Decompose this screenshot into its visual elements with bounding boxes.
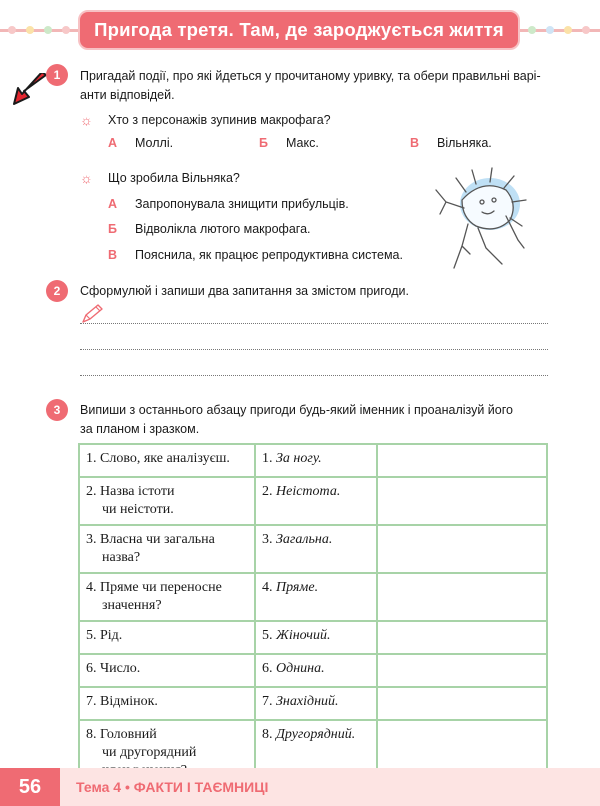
task-number-1: 1 <box>46 64 68 86</box>
task3-instruction-line1: Випиши з останнього абзацу пригоди будь-який іменник і проаналізуй його <box>80 403 513 417</box>
answer-cell[interactable] <box>377 654 547 687</box>
option-letter: В <box>410 136 420 150</box>
question-2: Що зробила Вільняка? <box>108 171 240 185</box>
sun-bullet-icon: ☼ <box>80 170 93 186</box>
example-cell: 7. Знахідний. <box>255 687 377 720</box>
option-text[interactable]: Відволікла лютого макрофага. <box>135 222 311 236</box>
task1-instruction-line1: Пригадай події, про які йдеться у прочитаному уривку, та обери правильні варі- <box>80 69 541 83</box>
page-number: 56 <box>0 768 60 806</box>
criterion-cell: 4. Пряме чи переносне значення? <box>79 573 255 621</box>
option-text[interactable]: Макс. <box>286 136 319 150</box>
option-text[interactable]: Пояснила, як працює репродуктивна система. <box>135 248 403 262</box>
option-text[interactable]: Запропонувала знищити прибульців. <box>135 197 349 211</box>
table-row <box>79 444 547 477</box>
sun-bullet-icon: ☼ <box>80 112 93 128</box>
option-letter: В <box>108 248 118 262</box>
task3-instruction <box>80 401 550 439</box>
question-1: Хто з персонажів зупинив макрофага? <box>108 113 331 127</box>
task2-instruction: Сформулюй і запиши два запитання за змістом пригоди. <box>80 284 409 298</box>
criterion-cell: 1. Слово, яке аналізуєш. <box>79 444 255 477</box>
footer-topic: Тема 4 • ФАКТИ І ТАЄМНИЦІ <box>76 779 269 795</box>
page-title: Пригода третя. Там, де зароджується життя <box>78 10 520 50</box>
criterion-cell: 8. Головний чи другорядний <box>79 720 255 786</box>
option-text[interactable]: Моллі. <box>135 136 174 150</box>
answer-cell[interactable] <box>377 477 547 525</box>
option-letter: А <box>108 197 118 211</box>
answer-cell[interactable] <box>377 687 547 720</box>
criterion-cell: 2. Назва істоти чи неістоти. <box>79 477 255 525</box>
analysis-table <box>78 443 548 787</box>
answer-cell[interactable] <box>377 621 547 654</box>
pencil-icon <box>80 303 104 325</box>
task1-instruction <box>80 67 550 105</box>
answer-cell[interactable] <box>377 525 547 573</box>
header-dots-right <box>528 26 590 36</box>
criterion-cell: 5. Рід. <box>79 621 255 654</box>
example-cell: 8. Другорядний. <box>255 720 377 786</box>
example-cell: 3. Загальна. <box>255 525 377 573</box>
example-cell: 6. Однина. <box>255 654 377 687</box>
table-row <box>79 573 547 621</box>
task-number-2: 2 <box>46 280 68 302</box>
table-row <box>79 687 547 720</box>
pointer-arrow-icon <box>10 73 48 107</box>
criterion-cell: 6. Число. <box>79 654 255 687</box>
vilnyaka-illustration <box>432 160 530 272</box>
option-letter: А <box>108 136 118 150</box>
task3-instruction-line2: за планом і зразком. <box>80 422 200 436</box>
answer-line-1[interactable] <box>80 323 548 324</box>
table-row <box>79 621 547 654</box>
task-number-3: 3 <box>46 399 68 421</box>
answer-line-2[interactable] <box>80 349 548 350</box>
example-cell: 5. Жіночий. <box>255 621 377 654</box>
table-row <box>79 525 547 573</box>
table-row <box>79 654 547 687</box>
example-cell: 1. За ногу. <box>255 444 377 477</box>
answer-line-3[interactable] <box>80 375 548 376</box>
option-letter: Б <box>259 136 268 150</box>
option-text[interactable]: Вільняка. <box>437 136 492 150</box>
criterion-cell: 3. Власна чи загальна назва? <box>79 525 255 573</box>
example-cell: 4. Пряме. <box>255 573 377 621</box>
option-letter: Б <box>108 222 117 236</box>
criterion-cell: 7. Відмінок. <box>79 687 255 720</box>
example-cell: 2. Неістота. <box>255 477 377 525</box>
answer-cell[interactable] <box>377 573 547 621</box>
table-row <box>79 477 547 525</box>
task1-instruction-line2: анти відповідей. <box>80 88 175 102</box>
answer-cell[interactable] <box>377 444 547 477</box>
